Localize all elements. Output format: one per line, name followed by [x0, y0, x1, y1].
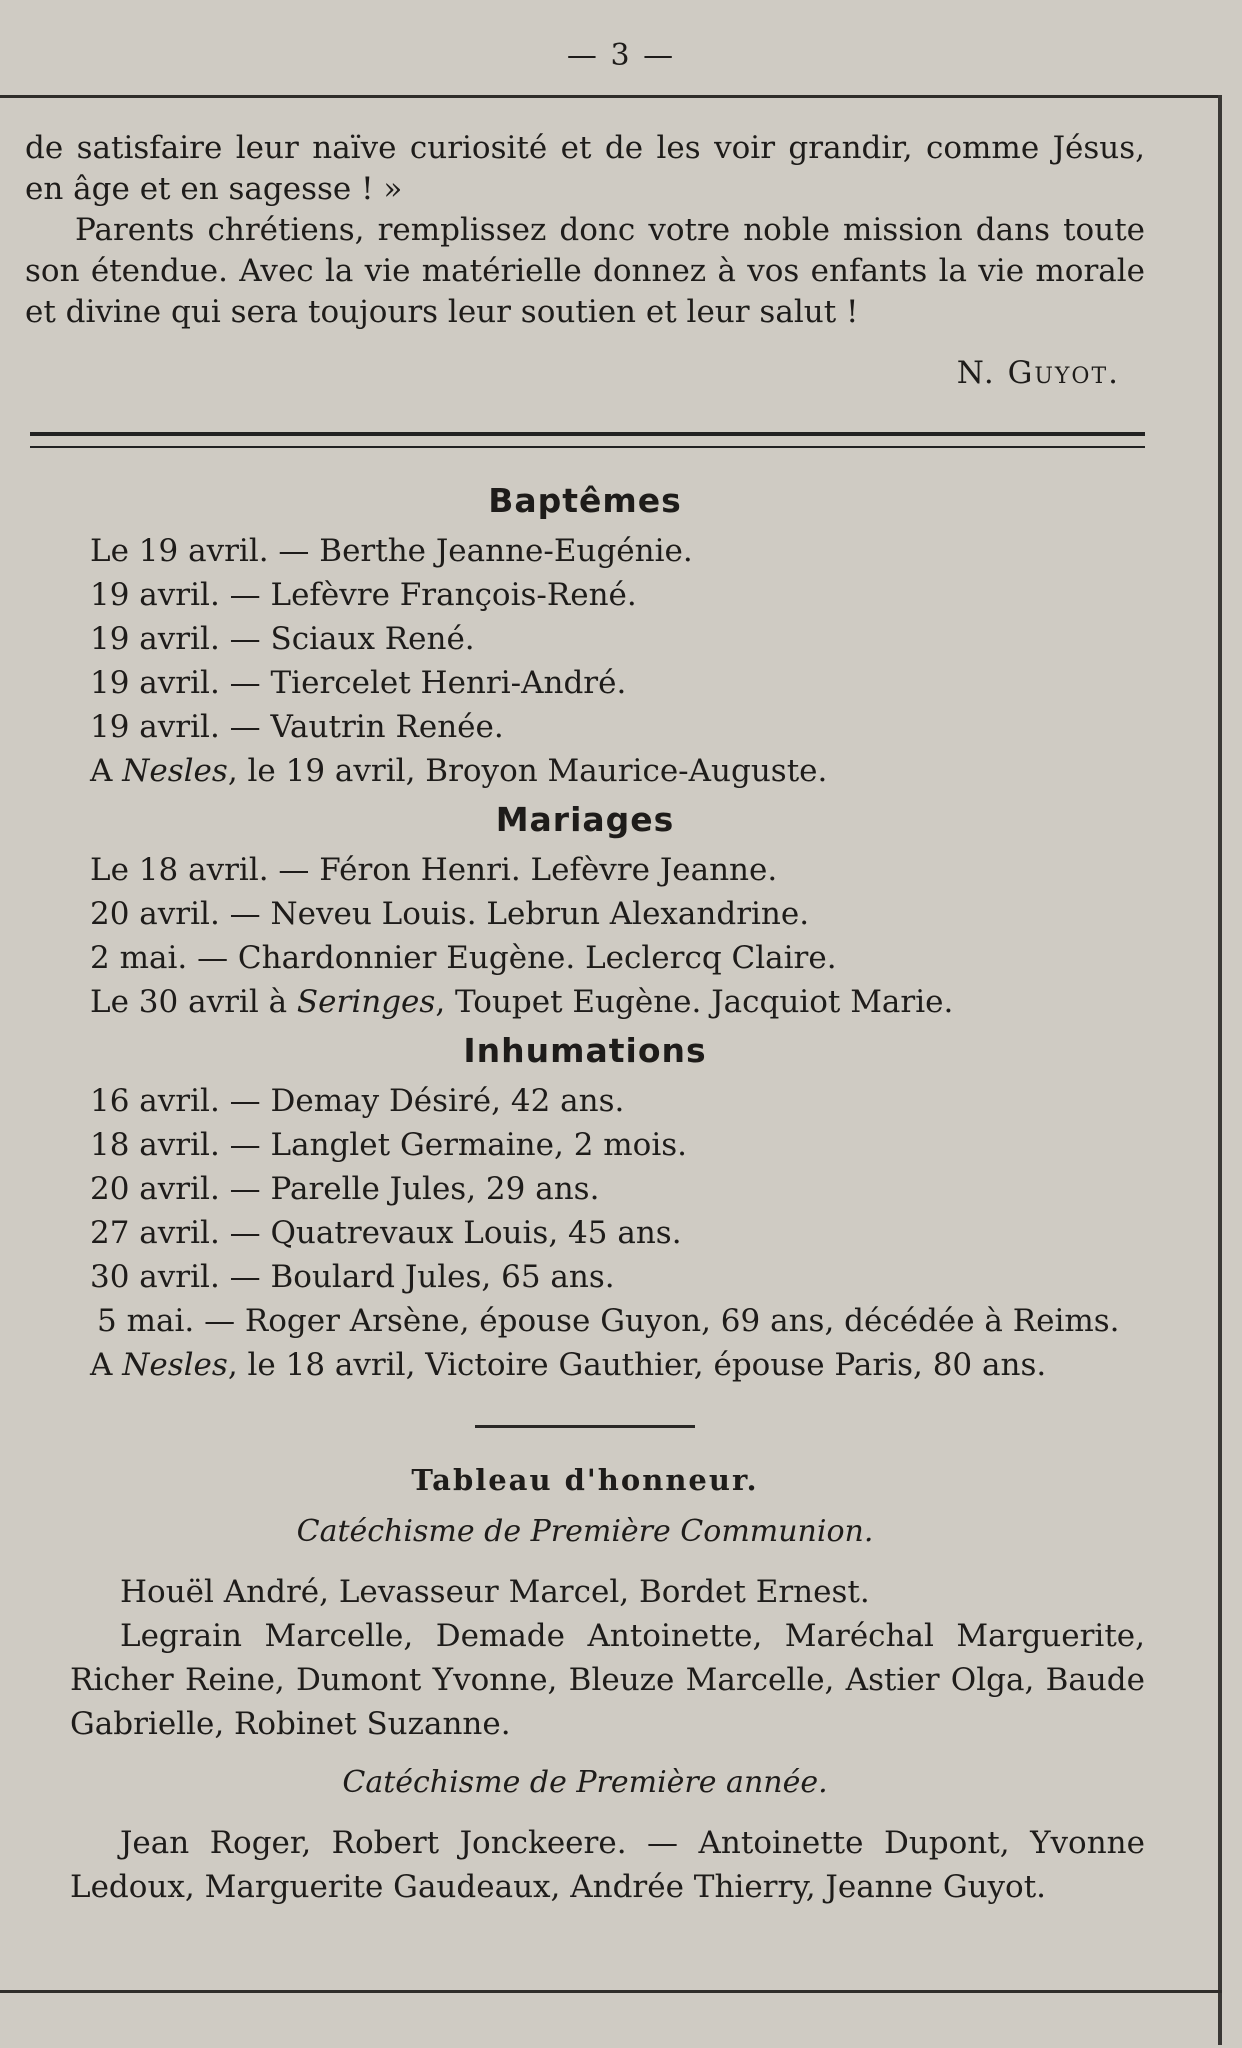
bapteme-nesles-rest: , le 19 avril, Broyon Maurice-Auguste. [227, 753, 828, 789]
baptemes-title: Baptêmes [488, 481, 682, 520]
inhumation-entry-nesles [25, 1343, 1145, 1387]
bapteme-entry-nesles [25, 749, 1145, 793]
inhumation-entry: 16 avril. — Demay Désiré, 42 ans. [90, 1083, 625, 1119]
premiere-communion-girls: Legrain Marcelle, Demade Antoinette, Maréchal Marguerite, Richer Reine, Dumont Yvonne, Bleuze Marcelle, Astier Olga, Baude Gabrielle, Robinet Suzanne. [70, 1618, 1145, 1742]
premiere-communion-boys: Houël André, Levasseur Marcel, Bordet Ernest. [120, 1574, 870, 1610]
top-rule [0, 95, 1222, 98]
intro-paragraph-2: Parents chrétiens, remplissez donc votre noble mission dans toute son étendue. Avec la vie matérielle donnez à vos enfants la vie morale et divine qui sera toujours leur soutien et leur salut ! [25, 212, 1145, 330]
bapteme-nesles-place: Nesles [122, 753, 228, 789]
mariage-entry: 20 avril. — Neveu Louis. Lebrun Alexandrine. [90, 896, 810, 932]
inhumation-nesles-prefix: A [90, 1347, 123, 1383]
signature: N. Guyot. [956, 355, 1120, 391]
mariage-seringes-rest: , Toupet Eugène. Jacquiot Marie. [435, 984, 954, 1020]
mariage-seringes-place: Seringes [296, 984, 436, 1020]
bapteme-entry: 19 avril. — Vautrin Renée. [90, 709, 504, 745]
premiere-communion-subtitle: Catéchisme de Première Communion. [296, 1514, 874, 1549]
bapteme-entry: 19 avril. — Sciaux René. [90, 621, 475, 657]
premiere-annee-list: Jean Roger, Robert Jonckeere. — Antoinette Dupont, Yvonne Ledoux, Marguerite Gaudeaux, Andrée Thierry, Jeanne Guyot. [70, 1825, 1145, 1905]
inhumation-nesles-place: Nesles [122, 1347, 228, 1383]
mariage-seringes-prefix: Le 30 avril à [90, 984, 297, 1020]
right-edge-rule [1218, 95, 1222, 2045]
mariage-entry: Le 18 avril. — Féron Henri. Lefèvre Jeanne. [90, 852, 778, 888]
premiere-annee-names [25, 1821, 1145, 1909]
bapteme-entry: 19 avril. — Tiercelet Henri-André. [90, 665, 627, 701]
inhumation-entry-long: 5 mai. — Roger Arsène, épouse Guyon, 69 ans, décédée à Reims. [97, 1303, 1120, 1339]
mariages-title: Mariages [495, 800, 675, 839]
inhumation-nesles-rest: , le 18 avril, Victoire Gauthier, épouse Paris, 80 ans. [227, 1347, 1047, 1383]
inhumations-title: Inhumations [463, 1031, 707, 1070]
inhumation-entry: 20 avril. — Parelle Jules, 29 ans. [90, 1171, 600, 1207]
short-divider [475, 1425, 695, 1428]
section-divider [30, 432, 1145, 448]
bapteme-nesles-prefix: A [90, 753, 123, 789]
inhumation-entry: 30 avril. — Boulard Jules, 65 ans. [90, 1259, 615, 1295]
mariage-entry-seringes [25, 980, 1145, 1024]
bapteme-entry: Le 19 avril. — Berthe Jeanne-Eugénie. [90, 533, 693, 569]
bottom-rule [0, 1990, 1222, 1993]
premiere-communion-names [25, 1570, 1145, 1746]
premiere-annee-subtitle: Catéchisme de Première année. [342, 1765, 828, 1800]
page-content [25, 128, 1145, 1909]
honor-roll-title: Tableau d'honneur. [411, 1463, 759, 1497]
page-number: — 3 — [566, 38, 676, 73]
intro-paragraph-1: de satisfaire leur naïve curiosité et de les voir grandir, comme Jésus, en âge et en sagesse ! » [25, 130, 1145, 207]
inhumation-entry: 27 avril. — Quatrevaux Louis, 45 ans. [90, 1215, 682, 1251]
inhumation-entry: 18 avril. — Langlet Germaine, 2 mois. [90, 1127, 688, 1163]
mariage-entry: 2 mai. — Chardonnier Eugène. Leclercq Claire. [90, 940, 837, 976]
bapteme-entry: 19 avril. — Lefèvre François-René. [90, 577, 637, 613]
